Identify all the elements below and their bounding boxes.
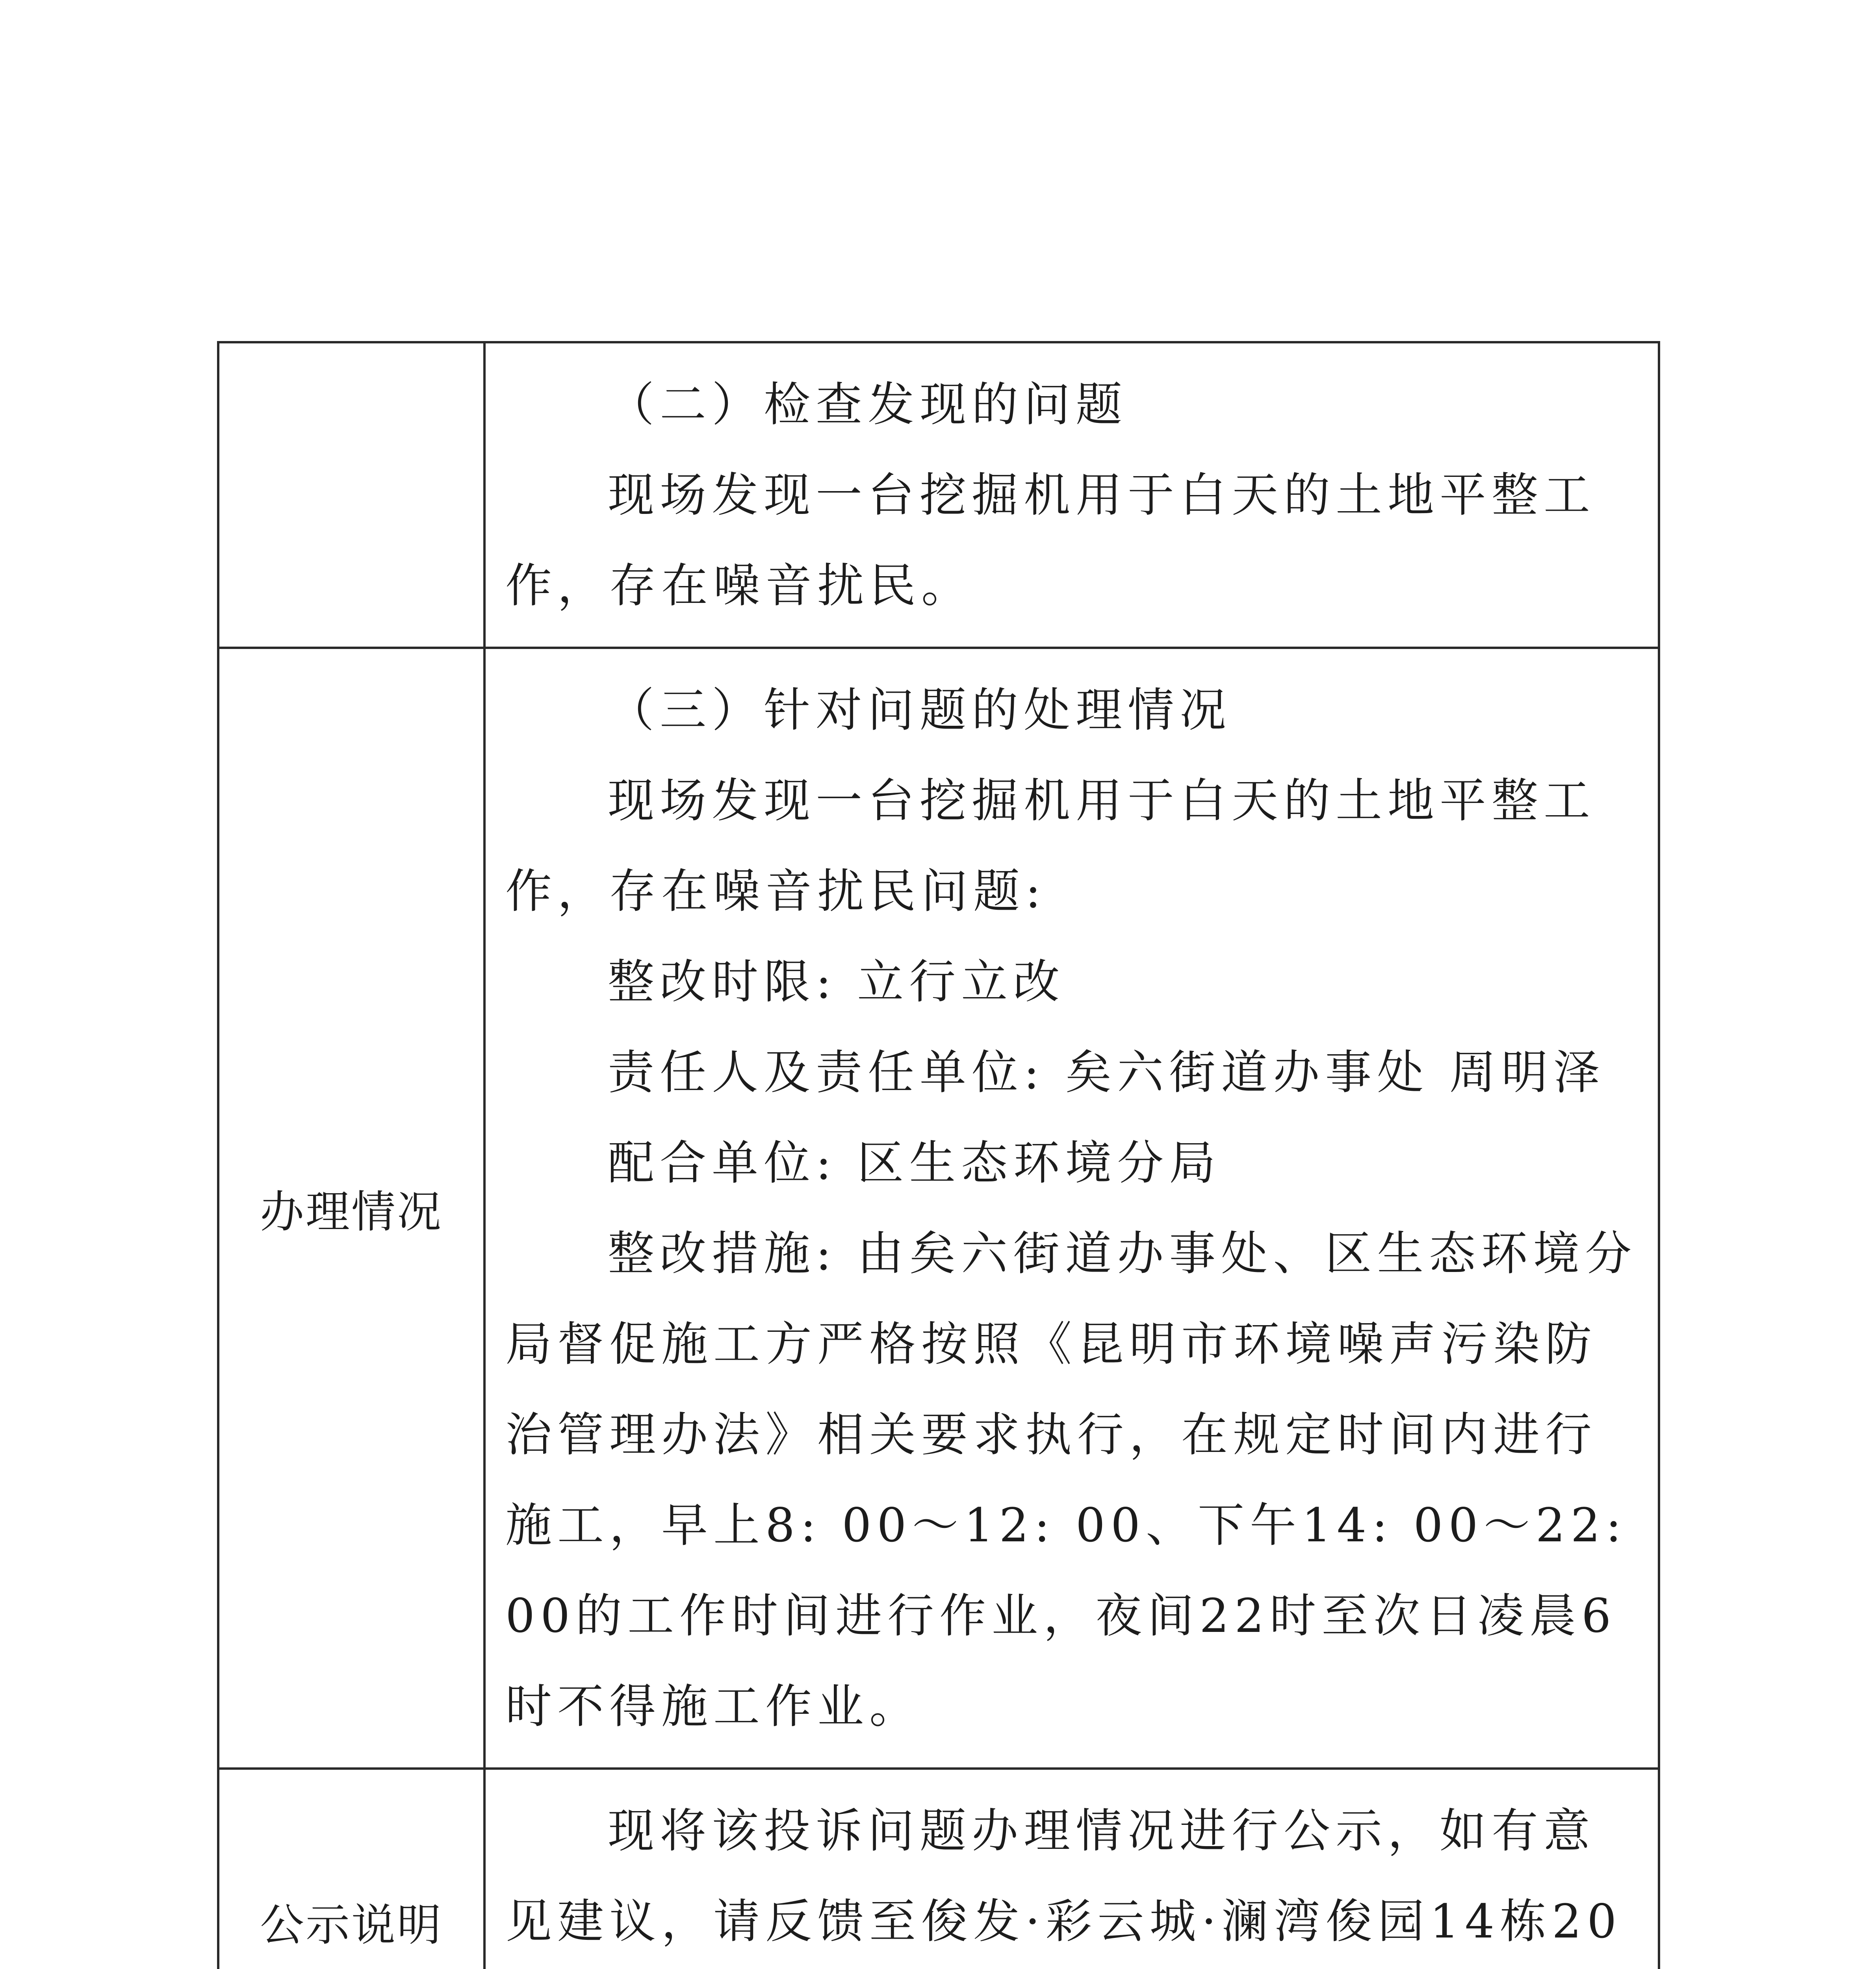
responsible-unit: 责任人及责任单位: 矣六街道办事处 周明泽 bbox=[608, 1045, 1605, 1099]
row-content-handling-status bbox=[484, 648, 1659, 1769]
section-heading-problems-found: （二）检查发现的问题 bbox=[608, 377, 1128, 432]
row-content-problems-found bbox=[484, 342, 1659, 648]
public-notice-text: 现将该投诉问题办理情况进行公示，如有意见建议，请反馈至俊发·彩云城·澜湾俊园14栋20 bbox=[505, 1804, 1622, 1949]
rectification-deadline: 整改时限: 立行立改 bbox=[608, 955, 1065, 1009]
cooperating-unit: 配合单位: 区生态环境分局 bbox=[608, 1136, 1221, 1190]
row-label-handling-status: 办理情况 bbox=[218, 648, 484, 1769]
section-heading-handling: （三）针对问题的处理情况 bbox=[608, 683, 1232, 737]
complaint-handling-table bbox=[217, 341, 1660, 1969]
row-label-public-notice: 公示说明 bbox=[218, 1769, 484, 1969]
handling-problem-text: 现场发现一台挖掘机用于白天的土地平整工作，存在噪音扰民问题: bbox=[505, 773, 1596, 918]
problems-found-text: 现场发现一台挖掘机用于白天的土地平整工作，存在噪音扰民。 bbox=[505, 468, 1596, 613]
rectification-measures: 整改措施: 由矣六街道办事处、区生态环境分局督促施工方严格按照《昆明市环境噪声污染防治管理办法》相关要求执行，在规定时间内进行施工，早上8: 00～12: 00、下午14: 00～22: 00的工作时间进行作业，夜间22时至次日凌晨6时不得施工作业。 bbox=[505, 1226, 1637, 1734]
row-content-public-notice bbox=[484, 1769, 1659, 1969]
table-row-public-notice bbox=[218, 1769, 1659, 1969]
table-row-handling-status bbox=[218, 648, 1659, 1769]
row-label-empty bbox=[218, 342, 484, 648]
table-row-problems-found bbox=[218, 342, 1659, 648]
